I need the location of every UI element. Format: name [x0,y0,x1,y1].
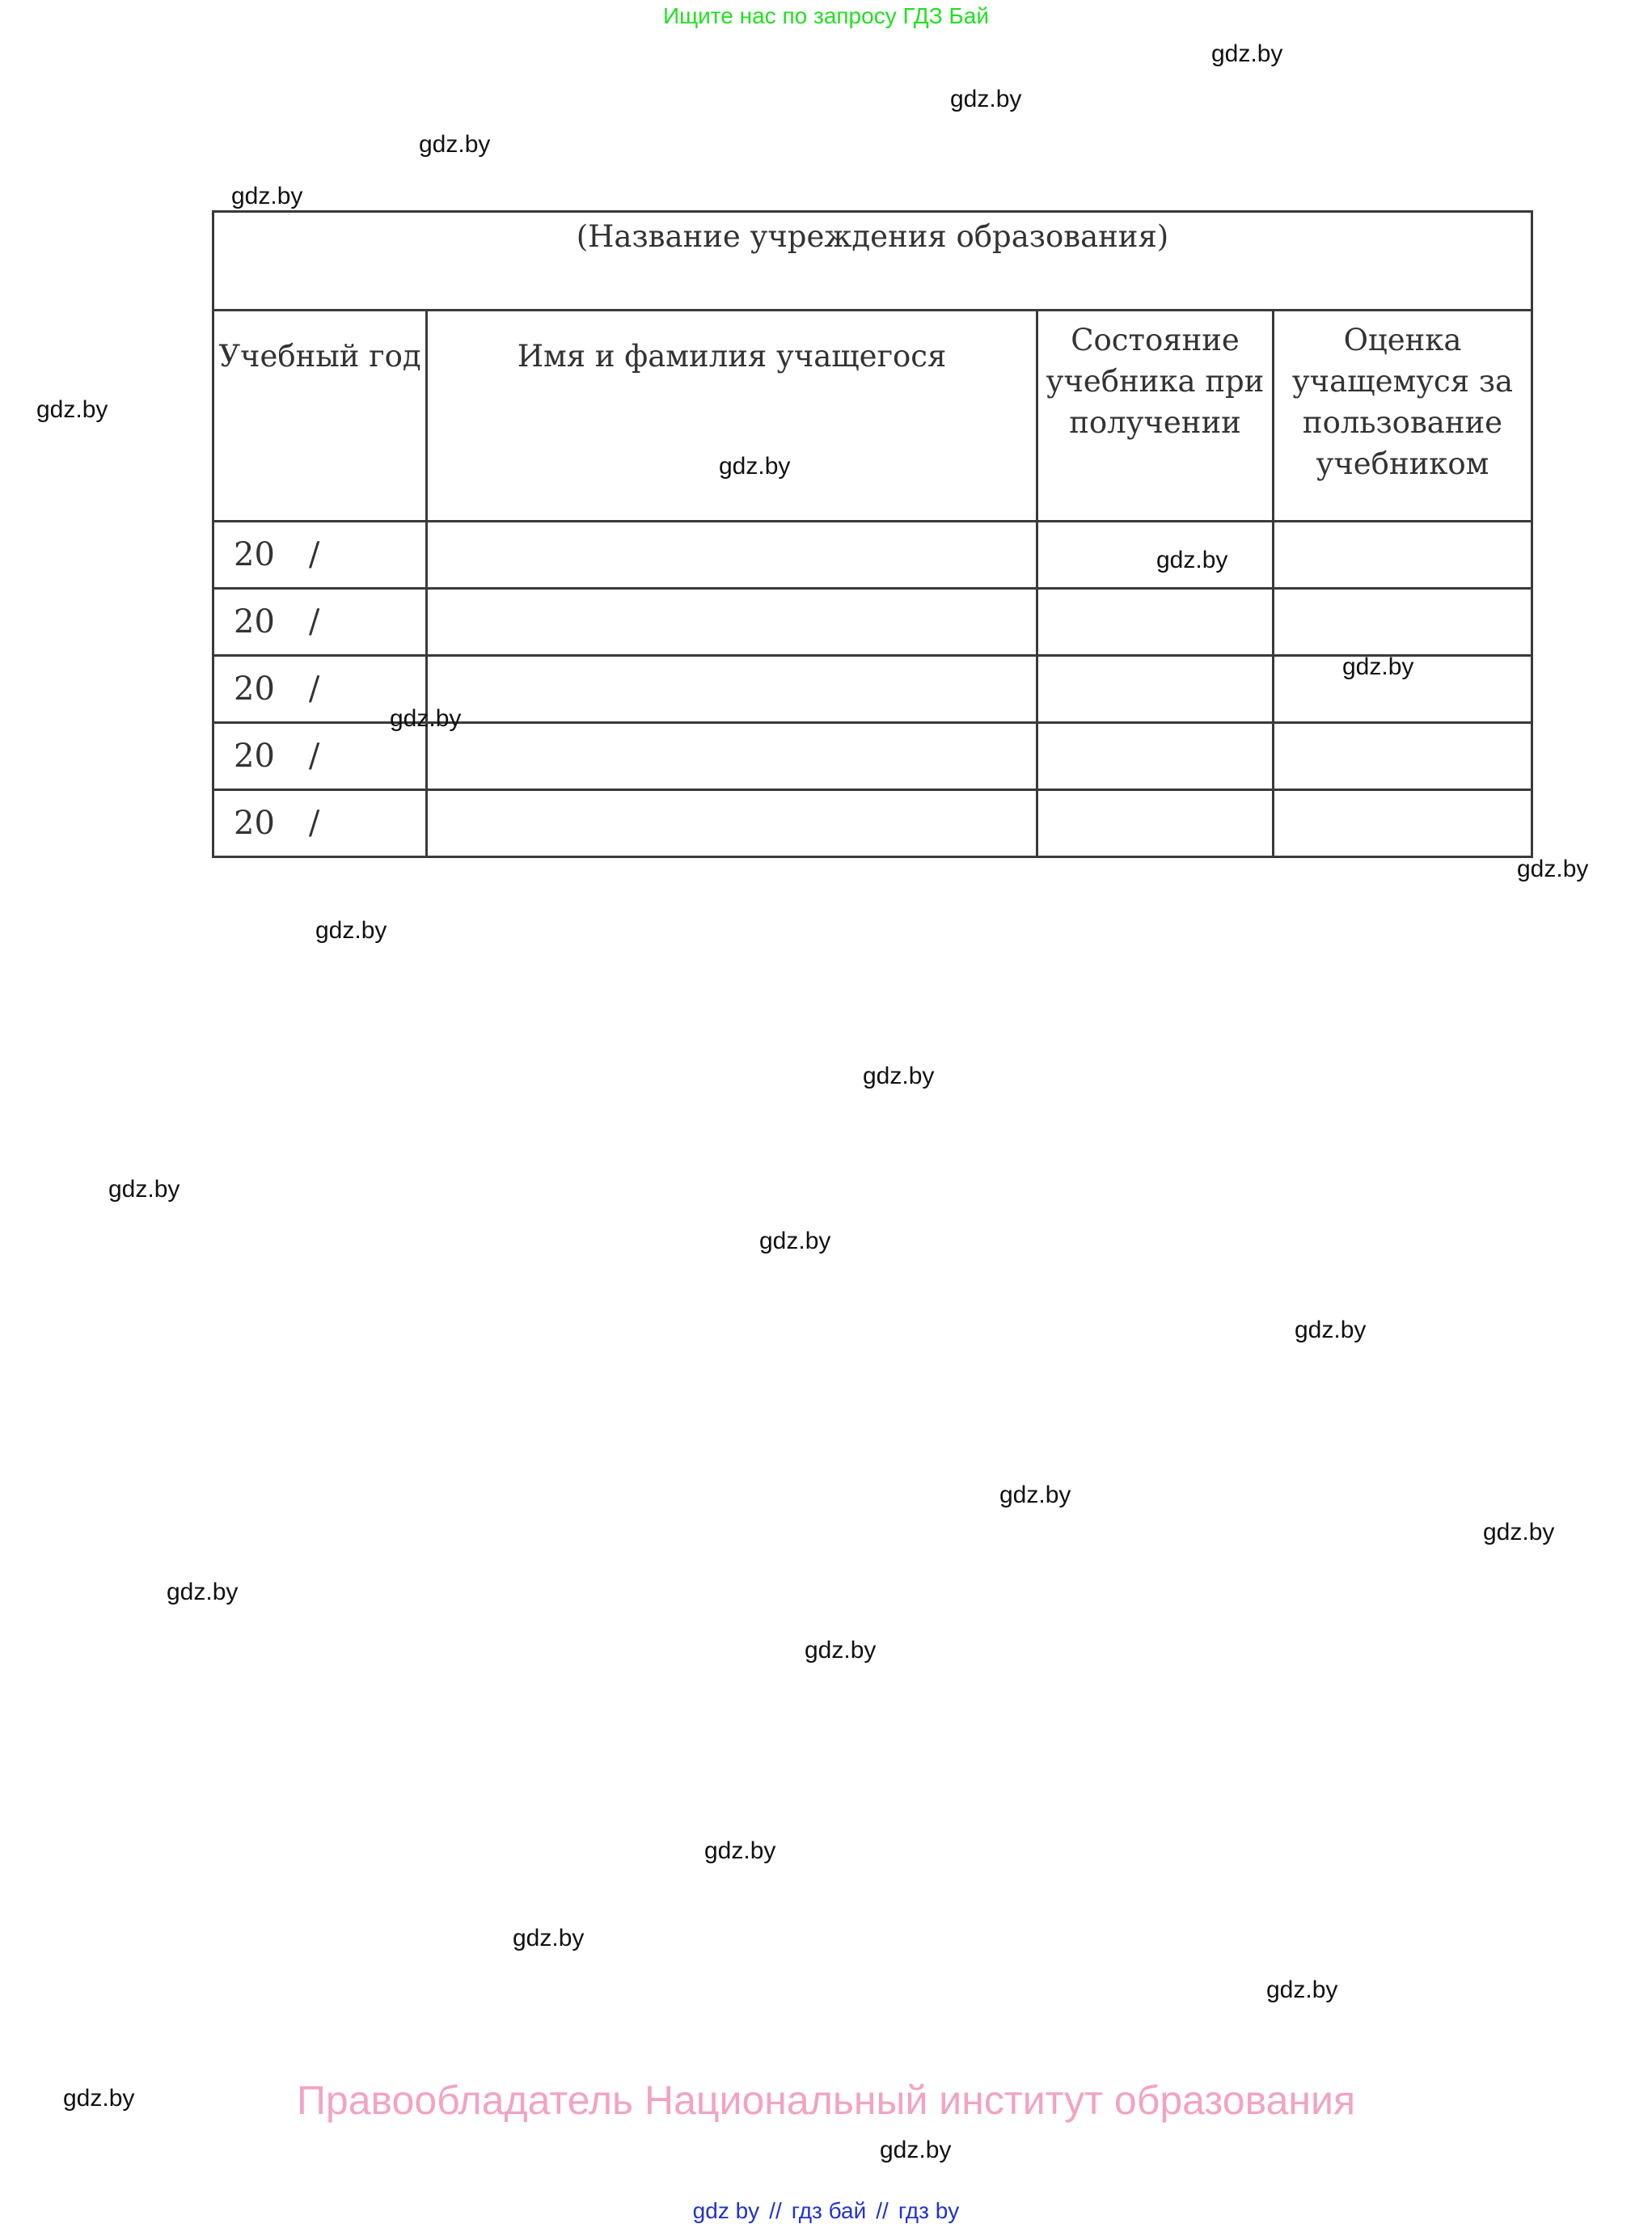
header-textbook-condition: Состояние учебника при получении [1037,311,1274,522]
watermark: gdz.by [1156,547,1228,573]
watermark: gdz.by [315,917,387,944]
year-slash: / [308,805,320,842]
table-row [213,589,1532,656]
watermark: gdz.by [880,2137,952,2163]
rights-holder-notice: Правообладатель Национальный институт образования [296,2078,1356,2123]
watermark: gdz.by [1211,40,1283,67]
condition-cell[interactable] [1037,723,1274,790]
institution-title: (Название учреждения образования) [213,212,1532,311]
year-cell[interactable] [213,589,427,656]
year-cell[interactable] [213,522,427,589]
watermark: gdz.by [108,1176,180,1203]
student-name-cell[interactable] [427,790,1037,857]
grade-cell[interactable] [1274,589,1532,656]
year-cell[interactable] [213,790,427,857]
watermark: gdz.by [805,1637,877,1664]
textbook-usage-card [212,210,1533,858]
year-prefix: 20 [234,536,275,573]
watermark: gdz.by [999,1482,1071,1508]
watermark: gdz.by [1266,1977,1338,2003]
grade-cell[interactable] [1274,522,1532,589]
student-name-cell[interactable] [427,723,1037,790]
footer-separator: // [876,2198,889,2223]
student-name-cell[interactable] [427,656,1037,723]
watermark: gdz.by [513,1925,585,1951]
table-row [213,723,1532,790]
condition-cell[interactable] [1037,656,1274,723]
student-name-cell[interactable] [427,522,1037,589]
watermark: gdz.by [36,396,108,423]
condition-cell[interactable] [1037,589,1274,656]
watermark: gdz.by [863,1063,935,1089]
grade-cell[interactable] [1274,790,1532,857]
condition-cell[interactable] [1037,790,1274,857]
condition-cell[interactable] [1037,522,1274,589]
year-slash: / [308,738,320,775]
watermark: gdz.by [1483,1519,1555,1545]
search-notice: Ищите нас по запросу ГДЗ Бай [662,3,990,28]
watermark: gdz.by [950,86,1022,112]
watermark: gdz.by [1295,1317,1367,1343]
watermark: gdz.by [1342,653,1414,680]
table-row [213,522,1532,589]
footer-separator: // [769,2198,782,2223]
year-slash: / [308,670,320,708]
footer-link-gdz-by-cyr[interactable]: гдз by [898,2198,960,2223]
watermark: gdz.by [719,453,791,480]
footer-links [0,2198,1652,2224]
watermark: gdz.by [167,1579,239,1605]
student-name-cell[interactable] [427,589,1037,656]
year-prefix: 20 [234,603,275,641]
header-year: Учебный год [213,311,427,522]
watermark: gdz.by [1517,856,1589,882]
header-student-name: Имя и фамилия учащегося [427,311,1037,522]
table-row [213,790,1532,857]
year-prefix: 20 [234,738,275,775]
grade-cell[interactable] [1274,723,1532,790]
watermark: gdz.by [759,1228,831,1254]
year-prefix: 20 [234,805,275,842]
watermark: gdz.by [390,705,462,732]
watermark: gdz.by [231,183,303,209]
year-prefix: 20 [234,670,275,708]
year-slash: / [308,603,320,641]
watermark: gdz.by [419,131,491,158]
year-slash: / [308,536,320,573]
footer-link-gdz-bai[interactable]: гдз бай [791,2198,867,2223]
watermark: gdz.by [63,2085,135,2112]
year-cell[interactable] [213,723,427,790]
watermark: gdz.by [704,1837,776,1864]
header-student-grade: Оценка учащемуся за пользование учебником [1274,311,1532,522]
footer-link-gdz-by[interactable]: gdz by [692,2198,760,2223]
